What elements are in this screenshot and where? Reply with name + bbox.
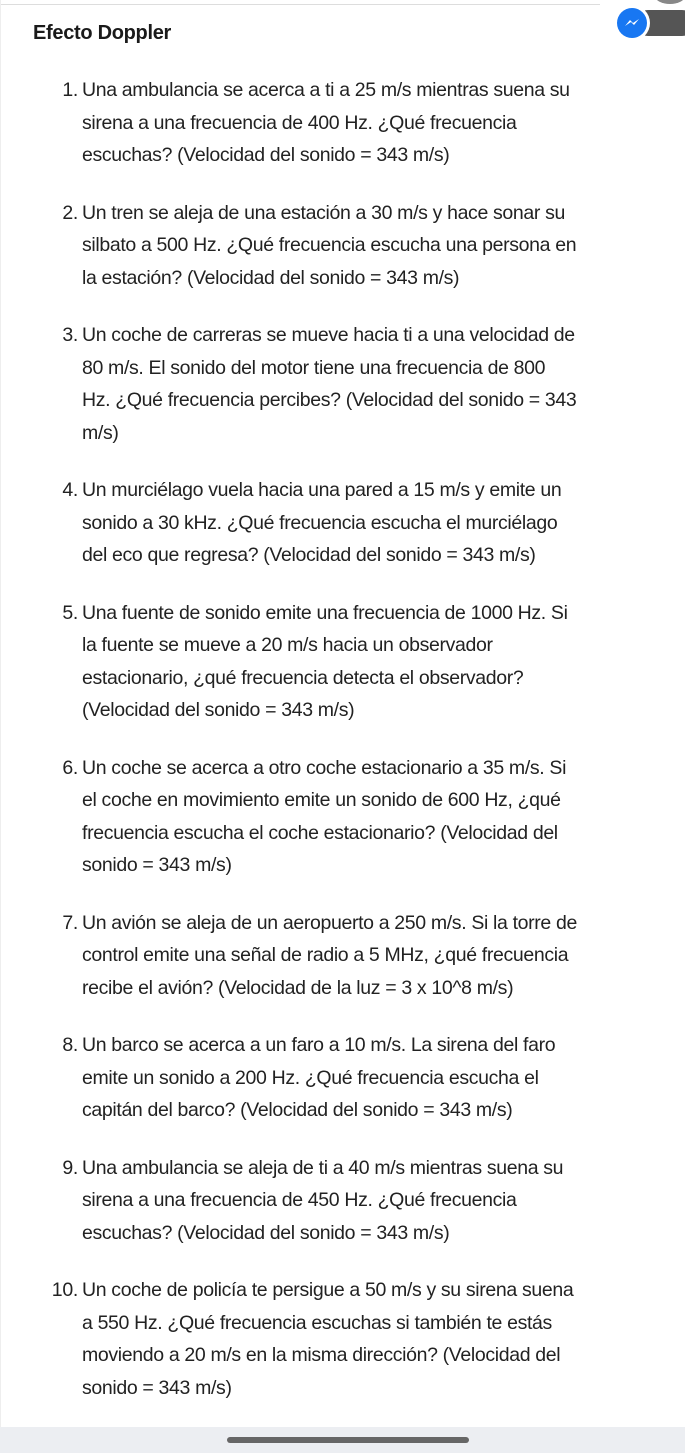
question-line: estacionario, ¿qué frecuencia detecta el observador? [82, 666, 524, 689]
question-line: Una ambulancia se acerca a ti a 25 m/s mientras suena su [82, 79, 570, 101]
question-item [0, 1029, 685, 1127]
question-number: 2. [62, 201, 78, 224]
question-line: emite un sonido a 200 Hz. ¿Qué frecuencia escucha el [82, 1066, 539, 1089]
question-list [0, 74, 685, 1429]
question-line: control emite una señal de radio a 5 MHz, ¿qué frecuencia [82, 944, 569, 966]
chat-head-avatar[interactable] [655, 0, 685, 4]
question-line: m/s) [82, 421, 119, 444]
question-item [0, 752, 685, 882]
question-text [82, 197, 685, 295]
question-line: Un tren se aleja de una estación a 30 m/s y hace sonar su [82, 201, 566, 224]
question-line: del eco que regresa? (Velocidad del sonido = 343 m/s) [82, 544, 536, 566]
question-text [82, 1029, 685, 1127]
question-item [0, 907, 685, 1005]
question-item [0, 597, 685, 727]
question-text [82, 907, 685, 1005]
question-line: sonido = 343 m/s) [82, 854, 232, 876]
question-number: 10. [51, 1279, 78, 1301]
question-number: 6. [62, 756, 78, 779]
question-line: sirena a una frecuencia de 400 Hz. ¿Qué frecuencia [82, 111, 517, 134]
messenger-icon[interactable] [617, 8, 647, 38]
question-line: Un avión se aleja de un aeropuerto a 250 m/s. Si la torre de [82, 911, 577, 934]
question-line: Un coche de policía te persigue a 50 m/s y su sirena suena [82, 1279, 574, 1301]
question-number: 5. [62, 601, 78, 624]
question-item [0, 1152, 685, 1250]
question-line: la fuente se mueve a 20 m/s hacia un observador [82, 634, 493, 656]
question-line: a 550 Hz. ¿Qué frecuencia escuchas si también te estás [82, 1311, 552, 1334]
question-line: capitán del barco? (Velocidad del sonido = 343 m/s) [82, 1099, 513, 1121]
question-line: (Velocidad del sonido = 343 m/s) [82, 699, 355, 721]
question-item [0, 474, 685, 572]
question-number: 7. [62, 911, 78, 934]
question-line: frecuencia escucha el coche estacionario? (Velocidad del [82, 821, 558, 844]
question-line: sirena a una frecuencia de 450 Hz. ¿Qué frecuencia [82, 1189, 517, 1211]
question-line: la estación? (Velocidad del sonido = 343 m/s) [82, 266, 460, 289]
question-number: 4. [62, 479, 78, 501]
question-item [0, 197, 685, 295]
question-number: 1. [62, 79, 78, 101]
question-line: Un murciélago vuela hacia una pared a 15 m/s y emite un [82, 479, 562, 501]
question-number: 9. [62, 1156, 78, 1179]
question-item [0, 1274, 685, 1404]
question-number: 8. [62, 1034, 78, 1056]
question-line: 80 m/s. El sonido del motor tiene una frecuencia de 800 [82, 356, 546, 379]
question-line: Un coche se acerca a otro coche estacionario a 35 m/s. Si [82, 756, 567, 779]
question-line: el coche en movimiento emite un sonido de 600 Hz, ¿qué [82, 789, 561, 811]
question-text [82, 319, 685, 449]
question-line: escuchas? (Velocidad del sonido = 343 m/s) [82, 144, 450, 166]
question-item [0, 319, 685, 449]
page-title: Efecto Doppler [33, 22, 172, 44]
question-line: escuchas? (Velocidad del sonido = 343 m/s) [82, 1221, 450, 1244]
question-line: Una ambulancia se aleja de ti a 40 m/s mientras suena su [82, 1156, 564, 1179]
question-line: Una fuente de sonido emite una frecuencia de 1000 Hz. Si [82, 601, 568, 624]
question-text [82, 474, 685, 572]
question-text [82, 74, 685, 172]
question-text [82, 752, 685, 882]
question-text [82, 597, 685, 727]
question-number: 3. [62, 324, 78, 346]
question-text [82, 1274, 685, 1404]
question-line: sonido = 343 m/s) [82, 1376, 232, 1399]
question-line: moviendo a 20 m/s en la misma dirección? (Velocidad del [82, 1344, 561, 1366]
question-item [0, 74, 685, 172]
top-divider [0, 4, 600, 5]
question-line: Un barco se acerca a un faro a 10 m/s. La sirena del faro [82, 1034, 556, 1056]
question-text [82, 1152, 685, 1250]
question-line: silbato a 500 Hz. ¿Qué frecuencia escucha una persona en [82, 234, 577, 256]
question-line: sonido a 30 kHz. ¿Qué frecuencia escucha el murciélago [82, 511, 558, 534]
question-line: Hz. ¿Qué frecuencia percibes? (Velocidad del sonido = 343 [82, 389, 577, 411]
question-line: recibe el avión? (Velocidad de la luz = 3 x 10^8 m/s) [82, 976, 514, 999]
question-line: Un coche de carreras se mueve hacia ti a una velocidad de [82, 324, 575, 346]
home-gesture-handle[interactable] [227, 1437, 469, 1443]
